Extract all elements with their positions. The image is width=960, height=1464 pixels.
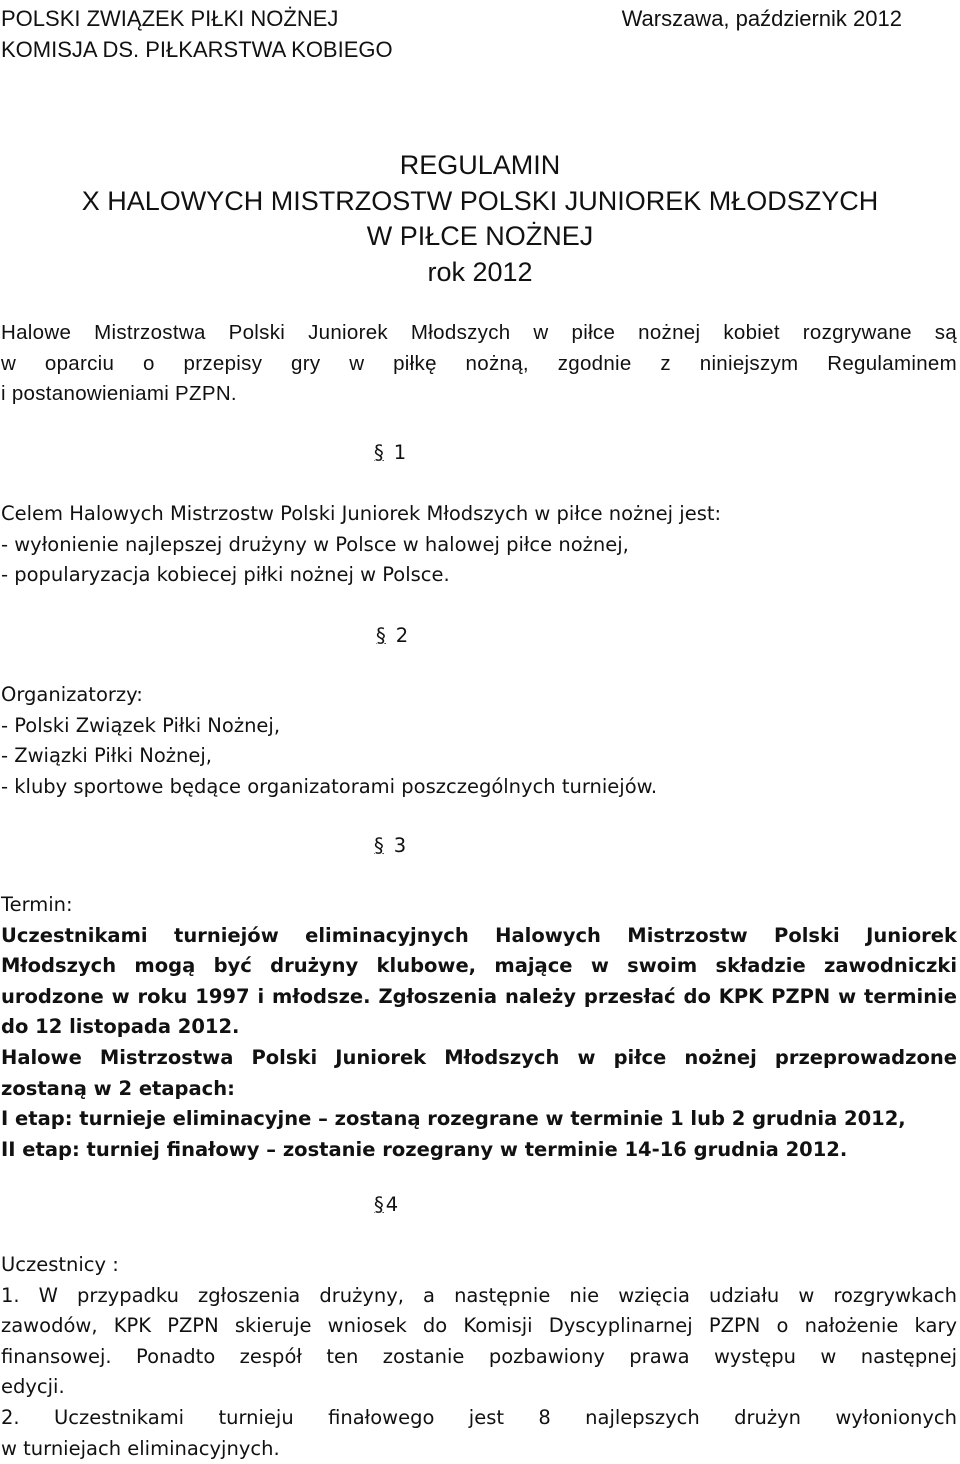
body-line: II etap: turniej finałowy – zostanie rozegrany w terminie 14-16 grudnia 2012. — [1, 1137, 848, 1161]
body-line: zawodów, KPK PZPN skieruje wniosek do Komisji Dyscyplinarnej PZPN o nałożenie kary — [1, 1314, 957, 1338]
list-item: - Polski Związek Piłki Nożnej, — [1, 713, 281, 737]
section-number: 4 — [385, 1193, 399, 1216]
section-lead: Termin: — [1, 893, 73, 916]
section-3-body — [1, 890, 957, 1165]
org-name: POLSKI ZWIĄZEK PIŁKI NOŻNEJ — [1, 6, 339, 31]
section-number: 3 — [393, 834, 407, 857]
body-line: 2. Uczestnikami turnieju finałowego jest 8 najlepszych drużyn wyłonionych — [1, 1405, 957, 1429]
intro-paragraph — [1, 318, 957, 410]
body-line: Halowe Mistrzostwa Polski Juniorek Młodszych w piłce nożnej przeprowadzone — [1, 1045, 957, 1069]
body-line: zostaną w 2 etapach: — [1, 1076, 235, 1100]
section-heading-1 — [374, 438, 406, 468]
body-line: Młodszych mogą być drużyny klubowe, mające w swoim składzie zawodniczki — [1, 954, 957, 978]
section-4-body — [1, 1250, 957, 1464]
body-line: 1. W przypadku zgłoszenia drużyny, a następnie nie wzięcia udziału w rozgrywkach — [1, 1283, 957, 1307]
list-item: - Związki Piłki Nożnej, — [1, 744, 212, 768]
section-lead: Uczestnicy : — [1, 1253, 119, 1276]
section-heading-4 — [374, 1190, 398, 1220]
intro-line: Halowe Mistrzostwa Polski Juniorek Młodszych w piłce nożnej kobiet rozgrywane są — [1, 321, 957, 344]
section-1-body — [1, 499, 957, 591]
body-line: do 12 listopada 2012. — [1, 1015, 240, 1039]
list-item: - kluby sportowe będące organizatorami poszczególnych turniejów. — [1, 774, 658, 798]
section-symbol: § — [374, 441, 384, 464]
body-line: edycji. — [1, 1375, 65, 1399]
section-heading-2 — [376, 621, 408, 651]
title-line-4: rok 2012 — [427, 256, 533, 287]
list-item: - wyłonienie najlepszej drużyny w Polsce w halowej piłce nożnej, — [1, 532, 629, 556]
section-lead: Celem Halowych Mistrzostw Polski Juniorek Młodszych w piłce nożnej jest: — [1, 502, 722, 525]
section-symbol: § — [374, 1193, 384, 1216]
section-symbol: § — [374, 834, 384, 857]
body-line: I etap: turnieje eliminacyjne – zostaną rozegrane w terminie 1 lub 2 grudnia 2012, — [1, 1107, 906, 1131]
title-line-2: X HALOWYCH MISTRZOSTW POLSKI JUNIOREK MŁODSZYCH — [81, 185, 879, 216]
body-line: finansowej. Ponadto zespół ten zostanie pozbawiony prawa występu w następnej — [1, 1344, 957, 1368]
body-line: urodzone w roku 1997 i młodsze. Zgłoszenia należy przesłać do KPK PZPN w terminie — [1, 984, 957, 1008]
section-symbol: § — [376, 624, 386, 647]
body-line: w turniejach eliminacyjnych. — [1, 1436, 280, 1460]
commission-name: KOMISJA DS. PIŁKARSTWA KOBIEGO — [1, 37, 393, 62]
section-number: 1 — [393, 441, 407, 464]
title-line-1: REGULAMIN — [399, 150, 561, 180]
organization-header — [1, 3, 393, 65]
list-item: - popularyzacja kobiecej piłki nożnej w Polsce. — [1, 563, 450, 587]
title-line-3: W PIŁCE NOŻNEJ — [366, 221, 594, 251]
section-2-body — [1, 680, 957, 802]
intro-line: i postanowieniami PZPN. — [1, 382, 237, 406]
section-number: 2 — [395, 624, 409, 647]
place-date: Warszawa, październik 2012 — [621, 6, 902, 31]
intro-line: w oparciu o przepisy gry w piłkę nożną, zgodnie z niniejszym Regulaminem — [1, 351, 957, 375]
body-line: Uczestnikami turniejów eliminacyjnych Halowych Mistrzostw Polski Juniorek — [1, 923, 957, 947]
section-lead: Organizatorzy: — [1, 683, 143, 706]
document-title — [0, 148, 960, 290]
section-heading-3 — [374, 831, 406, 861]
